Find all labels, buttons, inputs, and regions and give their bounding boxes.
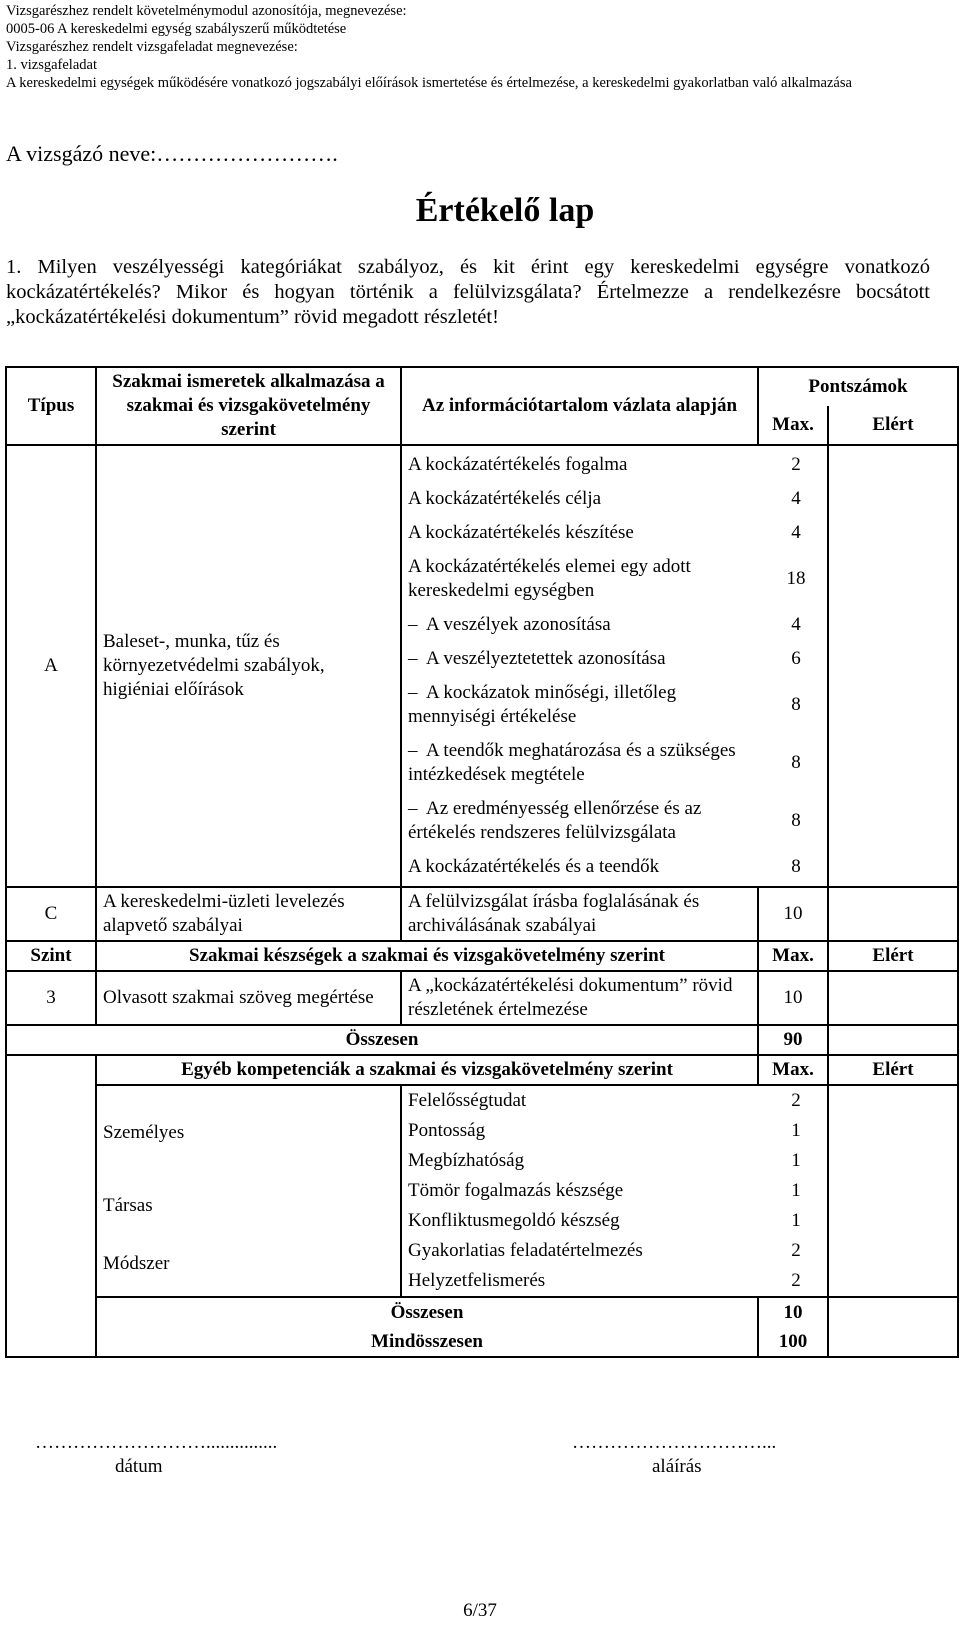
- header-line: 1. vizsgafeladat: [6, 57, 97, 73]
- header-achieved: Elért: [828, 941, 958, 971]
- skill-3: Olvasott szakmai szöveg megértése: [96, 971, 401, 1025]
- total2-label: Összesen: [390, 1302, 464, 1323]
- header-level: Szint: [6, 941, 96, 971]
- topic-a: Baleset-, munka, tűz és környezetvédelmi szabályok, higiéniai előírások: [96, 445, 401, 887]
- competence-row: [402, 1086, 827, 1116]
- type-a: A: [6, 445, 96, 887]
- competence-row: [402, 1146, 827, 1176]
- page-number: 6/37: [463, 1600, 497, 1621]
- sign-label: aláírás: [652, 1456, 702, 1477]
- competence-max: 2: [791, 1240, 801, 1261]
- dash-icon: –: [408, 648, 418, 669]
- topic-c: A kereskedelmi-üzleti levelezés alapvető szabályai: [96, 887, 401, 941]
- competence-row: [402, 1236, 827, 1266]
- outline-item: A kockázatértékelés és a teendők: [408, 856, 660, 877]
- achieved-cell[interactable]: [828, 887, 958, 941]
- competence-max: 1: [791, 1120, 801, 1141]
- dash-icon: –: [408, 614, 418, 635]
- outline-item: [402, 676, 765, 734]
- outline-row: [402, 448, 827, 482]
- max-skill: 10: [758, 971, 828, 1025]
- group-social: Társas: [103, 1194, 153, 1216]
- achieved-cell[interactable]: [828, 1025, 958, 1055]
- competence-item: Pontosság: [408, 1120, 486, 1141]
- competence-row: [402, 1206, 827, 1236]
- achieved-cell[interactable]: [828, 1085, 958, 1297]
- achieved-cell[interactable]: [828, 445, 958, 887]
- question-text: 1. Milyen veszélyességi kategóriákat szabályoz, és kit érint egy kereskedelmi egységre vonatkozó kockázatértékelés? Mikor és hogyan történik a felülvizsgálata? Értelmezze a rendelkezésre bocsátott „kockázatértékelési dokumentum” rövid megadott részletét!: [6, 256, 930, 328]
- header-line: Vizsgarészhez rendelt követelménymodul azonosítója, megnevezése:: [6, 3, 407, 19]
- signature-field: [572, 1432, 776, 1478]
- outline-max: 4: [791, 522, 801, 543]
- outline-item: A kockázatértékelés célja: [408, 488, 602, 509]
- total-value: 90: [758, 1025, 828, 1055]
- blank-cell: [6, 1055, 96, 1085]
- total2-value: 10: [783, 1302, 803, 1323]
- outline-row: [402, 734, 827, 792]
- totals-values: [758, 1297, 828, 1357]
- page-title: Értékelő lap: [415, 192, 595, 229]
- achieved-cell[interactable]: [828, 1297, 958, 1357]
- competence-item: Tömör fogalmazás készsége: [408, 1180, 624, 1201]
- group-method: Módszer: [103, 1252, 170, 1274]
- header-other: Egyéb kompetenciák a szakmai és vizsgakövetelmény szerint: [96, 1055, 758, 1085]
- outline-item-text: A teendők meghatározása és a szükséges intézkedések megtétele: [408, 740, 736, 785]
- grand-label: Mindösszesen: [371, 1331, 483, 1352]
- items-a: [402, 448, 827, 884]
- header-points: Pontszámok: [758, 367, 958, 406]
- outline-item-text: Az eredményesség ellenőrzése és az értékelés rendszeres felülvizsgálata: [408, 798, 702, 843]
- header-max: Max.: [758, 1055, 828, 1085]
- sign-dots: …………………………...: [572, 1432, 777, 1453]
- item-c: A felülvizsgálat írásba foglalásának és archiválásának szabályai: [401, 887, 758, 941]
- outline-row: [402, 850, 827, 884]
- competence-max: 1: [791, 1210, 801, 1231]
- competence-list: [402, 1086, 827, 1296]
- evaluation-table: [5, 366, 959, 1358]
- outline-row: [402, 608, 827, 642]
- dash-icon: –: [408, 740, 418, 761]
- outline-row: [402, 482, 827, 516]
- outline-row: [402, 550, 827, 608]
- competence-row: [402, 1176, 827, 1206]
- date-dots: ………………………...............: [35, 1432, 278, 1453]
- header-line: A kereskedelmi egységek működésére vonatkozó jogszabályi előírások ismertetése és értelmezése, a kereskedelmi gyakorlatban való alkalmazása: [6, 75, 852, 91]
- outline-max: 4: [791, 488, 801, 509]
- outline-max: 2: [791, 454, 801, 475]
- outline-item: [402, 792, 765, 850]
- header-outline: Az információtartalom vázlata alapján: [401, 367, 758, 445]
- blank-cell: [6, 1085, 96, 1297]
- header-line: Vizsgarészhez rendelt vizsgafeladat megnevezése:: [6, 39, 298, 55]
- date-label: dátum: [115, 1456, 163, 1477]
- document-header: [6, 2, 906, 92]
- outline-item-text: A kockázatok minőségi, illetőleg mennyiségi értékelése: [408, 682, 677, 727]
- competence-item: Felelősségtudat: [408, 1090, 527, 1111]
- outline-row: [402, 792, 827, 850]
- level-3: 3: [6, 971, 96, 1025]
- achieved-cell[interactable]: [828, 971, 958, 1025]
- outline-row: [402, 642, 827, 676]
- outline-item: A kockázatértékelés elemei egy adott kereskedelmi egységben: [408, 556, 691, 601]
- header-knowledge: Szakmai ismeretek alkalmazása a szakmai és vizsgakövetelmény szerint: [96, 367, 401, 445]
- competence-item: Megbízhatóság: [408, 1150, 525, 1171]
- dash-icon: –: [408, 682, 418, 703]
- outline-row: [402, 516, 827, 550]
- group-personal: Személyes: [103, 1122, 185, 1143]
- date-field: [35, 1432, 277, 1478]
- outline-item: [402, 642, 765, 676]
- outline-max: 8: [791, 694, 801, 715]
- header-max: Max.: [758, 406, 828, 445]
- header-line: 0005-06 A kereskedelmi egység szabályszerű működtetése: [6, 21, 347, 37]
- dash-icon: –: [408, 798, 418, 819]
- competence-max: 1: [791, 1150, 801, 1171]
- grand-value: 100: [778, 1331, 808, 1352]
- competence-max: 2: [791, 1270, 801, 1291]
- outline-max: 8: [791, 856, 801, 877]
- competence-item: Gyakorlatias feladatértelmezés: [408, 1240, 643, 1261]
- outline-item-text: A veszélyeztetettek azonosítása: [426, 648, 666, 669]
- total-label: Összesen: [6, 1025, 758, 1055]
- outline-max: 18: [786, 568, 806, 589]
- outline-item: A kockázatértékelés készítése: [408, 522, 634, 543]
- header-achieved: Elért: [828, 406, 958, 445]
- outline-item: [402, 734, 765, 792]
- outline-max: 4: [791, 614, 801, 635]
- outline-max: 6: [791, 648, 801, 669]
- max-c: 10: [758, 887, 828, 941]
- competence-row: [402, 1266, 827, 1296]
- outline-item: [402, 608, 765, 642]
- competence-item: Helyzetfelismerés: [408, 1270, 546, 1291]
- outline-row: [402, 676, 827, 734]
- outline-max: 8: [791, 810, 801, 831]
- outline-item: A kockázatértékelés fogalma: [408, 454, 628, 475]
- type-c: C: [6, 887, 96, 941]
- outline-max: 8: [791, 752, 801, 773]
- examinee-name: A vizsgázó neve:…………………….: [6, 141, 338, 166]
- competence-groups: [96, 1085, 401, 1297]
- competence-item: Konfliktusmegoldó készség: [408, 1210, 620, 1231]
- header-max: Max.: [758, 941, 828, 971]
- competence-max: 2: [791, 1090, 801, 1111]
- header-achieved: Elért: [828, 1055, 958, 1085]
- header-skills: Szakmai készségek a szakmai és vizsgakövetelmény szerint: [96, 941, 758, 971]
- competence-max: 1: [791, 1180, 801, 1201]
- totals-labels: [96, 1297, 758, 1357]
- outline-item-text: A veszélyek azonosítása: [426, 614, 611, 635]
- skill-item: A „kockázatértékelési dokumentum” rövid részletének értelmezése: [401, 971, 758, 1025]
- blank-cell: [6, 1297, 96, 1357]
- competence-row: [402, 1116, 827, 1146]
- header-type: Típus: [6, 367, 96, 445]
